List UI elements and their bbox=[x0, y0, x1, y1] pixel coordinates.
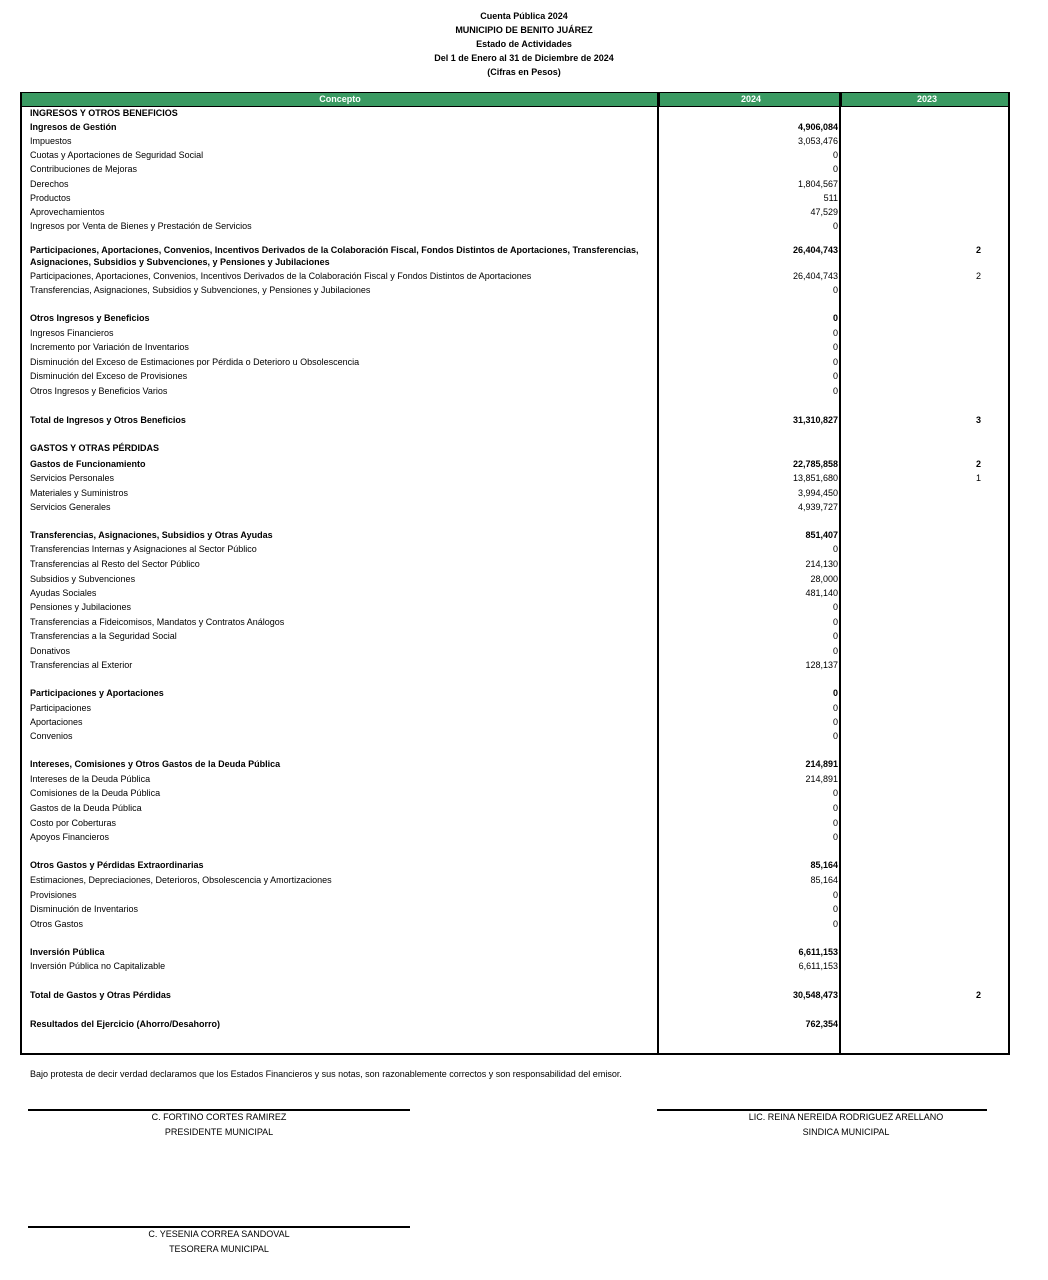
column-divider bbox=[657, 93, 659, 1053]
row-concept: Aprovechamientos bbox=[30, 207, 105, 217]
row-value-2024: 0 bbox=[832, 818, 838, 828]
row-value-2024: 214,891 bbox=[805, 774, 838, 784]
signatory-name: C. YESENIA CORREA SANDOVAL bbox=[148, 1229, 290, 1239]
row-concept: Ingresos por Venta de Bienes y Prestación de Servicios bbox=[30, 221, 252, 231]
row-concept: Otros Ingresos y Beneficios Varios bbox=[30, 386, 168, 396]
row-value-2024: 0 bbox=[832, 788, 838, 798]
row-value-2024: 1,804,567 bbox=[797, 179, 838, 189]
row-value-2024: 0 bbox=[832, 221, 838, 231]
row-concept: Gastos de la Deuda Pública bbox=[30, 803, 142, 813]
row-value-2024: 26,404,743 bbox=[792, 245, 838, 255]
row-concept: Inversión Pública bbox=[30, 947, 105, 957]
row-value-2023: 2 bbox=[976, 245, 982, 255]
row-value-2024: 0 bbox=[832, 717, 838, 727]
header-title: Cuenta Pública 2024 bbox=[480, 11, 568, 21]
row-value-2023: 1 bbox=[976, 473, 982, 483]
row-value-2024: 0 bbox=[832, 285, 838, 295]
row-concept: Total de Gastos y Otras Pérdidas bbox=[30, 990, 171, 1000]
row-value-2024: 0 bbox=[832, 919, 838, 929]
header-entity: MUNICIPIO DE BENITO JUÁREZ bbox=[455, 25, 593, 35]
row-concept: Inversión Pública no Capitalizable bbox=[30, 961, 166, 971]
row-value-2024: 0 bbox=[832, 890, 838, 900]
row-value-2024: 3,994,450 bbox=[797, 488, 838, 498]
row-concept: Materiales y Suministros bbox=[30, 488, 129, 498]
signature-block-treasurer bbox=[28, 1227, 410, 1257]
signatory-role: TESORERA MUNICIPAL bbox=[169, 1244, 269, 1254]
row-value-2024: 511 bbox=[823, 193, 838, 203]
row-value-2024: 214,891 bbox=[805, 759, 838, 769]
row-value-2024: 0 bbox=[832, 357, 838, 367]
row-value-2024: 26,404,743 bbox=[792, 271, 838, 281]
row-value-2024: 30,548,473 bbox=[792, 990, 838, 1000]
row-value-2024: 0 bbox=[832, 164, 838, 174]
row-value-2024: 0 bbox=[832, 544, 838, 554]
row-concept: Ingresos de Gestión bbox=[30, 122, 117, 132]
row-value-2023: 3 bbox=[976, 415, 982, 425]
signatory-name: LIC. REINA NEREIDA RODRIGUEZ ARELLANO bbox=[748, 1112, 944, 1122]
row-value-2024: 128,137 bbox=[805, 660, 838, 670]
row-concept: Contribuciones de Mejoras bbox=[30, 164, 138, 174]
row-value-2024: 481,140 bbox=[805, 588, 838, 598]
row-concept: GASTOS Y OTRAS PÉRDIDAS bbox=[30, 443, 160, 453]
row-concept: Costo por Coberturas bbox=[30, 818, 117, 828]
row-concept: Gastos de Funcionamiento bbox=[30, 459, 146, 469]
row-value-2024: 22,785,858 bbox=[792, 459, 838, 469]
row-concept: INGRESOS Y OTROS BENEFICIOS bbox=[30, 108, 178, 118]
column-divider bbox=[839, 93, 841, 1053]
row-concept: Disminución del Exceso de Estimaciones por Pérdida o Deterioro u Obsolescencia bbox=[30, 357, 360, 367]
row-concept: Participaciones, Aportaciones, Convenios, Incentivos Derivados de la Colaboración Fiscal y Fondos Distintos de Aportaciones bbox=[30, 271, 532, 281]
document-header bbox=[0, 9, 1048, 79]
row-value-2024: 85,164 bbox=[810, 860, 838, 870]
signatory-name: C. FORTINO CORTES RAMIREZ bbox=[151, 1112, 287, 1122]
row-value-2024: 0 bbox=[832, 904, 838, 914]
column-header-concept: Concepto bbox=[319, 94, 361, 104]
row-concept: Ingresos Financieros bbox=[30, 328, 114, 338]
row-concept: Transferencias, Asignaciones, Subsidios y Otras Ayudas bbox=[30, 530, 273, 540]
row-value-2023: 2 bbox=[976, 990, 982, 1000]
row-concept: Intereses, Comisiones y Otros Gastos de la Deuda Pública bbox=[30, 759, 281, 769]
row-concept: Transferencias a Fideicomisos, Mandatos y Contratos Análogos bbox=[30, 617, 285, 627]
row-value-2023: 2 bbox=[976, 271, 982, 281]
row-value-2024: 28,000 bbox=[810, 574, 838, 584]
row-value-2024: 0 bbox=[832, 832, 838, 842]
row-value-2024: 0 bbox=[832, 313, 838, 323]
row-value-2024: 0 bbox=[832, 328, 838, 338]
row-concept: Servicios Personales bbox=[30, 473, 115, 483]
row-concept: Resultados del Ejercicio (Ahorro/Desahorro) bbox=[30, 1019, 221, 1029]
row-concept: Disminución de Inventarios bbox=[30, 904, 139, 914]
row-value-2024: 0 bbox=[832, 631, 838, 641]
row-concept: Intereses de la Deuda Pública bbox=[30, 774, 151, 784]
header-statement: Estado de Actividades bbox=[476, 39, 572, 49]
row-concept: Transferencias, Asignaciones, Subsidios y Subvenciones, y Pensiones y Jubilaciones bbox=[30, 285, 371, 295]
row-concept: Servicios Generales bbox=[30, 502, 111, 512]
row-value-2024: 0 bbox=[832, 150, 838, 160]
signature-block-president bbox=[28, 1110, 410, 1140]
row-value-2024: 0 bbox=[832, 386, 838, 396]
row-value-2024: 6,611,153 bbox=[798, 961, 838, 971]
row-value-2024: 0 bbox=[832, 602, 838, 612]
row-concept: Disminución del Exceso de Provisiones bbox=[30, 371, 188, 381]
column-header-2024: 2024 bbox=[658, 93, 842, 106]
row-concept: Transferencias al Exterior bbox=[30, 660, 133, 670]
row-value-2024: 0 bbox=[832, 371, 838, 381]
row-concept: Otros Gastos y Pérdidas Extraordinarias bbox=[30, 860, 204, 870]
row-concept: Pensiones y Jubilaciones bbox=[30, 602, 132, 612]
row-concept: Participaciones bbox=[30, 703, 92, 713]
header-period: Del 1 de Enero al 31 de Diciembre de 2024 bbox=[434, 53, 614, 63]
disclaimer-statement: Bajo protesta de decir verdad declaramos que los Estados Financieros y sus notas, son razonablemente correctos y son responsabilidad del emisor. bbox=[30, 1069, 622, 1079]
row-value-2024: 0 bbox=[832, 342, 838, 352]
row-value-2024: 0 bbox=[832, 703, 838, 713]
row-concept: Otros Gastos bbox=[30, 919, 84, 929]
row-concept: Ayudas Sociales bbox=[30, 588, 97, 598]
table-header bbox=[22, 93, 1008, 107]
row-value-2024: 0 bbox=[832, 617, 838, 627]
row-concept: Transferencias a la Seguridad Social bbox=[30, 631, 177, 641]
row-concept: Otros Ingresos y Beneficios bbox=[30, 313, 150, 323]
row-value-2024: 3,053,476 bbox=[797, 136, 838, 146]
row-concept: Convenios bbox=[30, 731, 73, 741]
row-concept: Incremento por Variación de Inventarios bbox=[30, 342, 189, 352]
row-value-2024: 0 bbox=[832, 688, 838, 698]
row-value-2024: 85,164 bbox=[810, 875, 838, 885]
row-value-2024: 851,407 bbox=[805, 530, 838, 540]
row-concept: Transferencias Internas y Asignaciones al Sector Público bbox=[30, 544, 257, 554]
header-units: (Cifras en Pesos) bbox=[487, 67, 561, 77]
signatory-role: SINDICA MUNICIPAL bbox=[802, 1127, 890, 1137]
row-concept: Total de Ingresos y Otros Beneficios bbox=[30, 415, 186, 425]
row-value-2024: 4,906,084 bbox=[797, 122, 838, 132]
row-value-2023: 2 bbox=[976, 459, 982, 469]
row-concept: Impuestos bbox=[30, 136, 72, 146]
row-concept: Subsidios y Subvenciones bbox=[30, 574, 136, 584]
signatory-role: PRESIDENTE MUNICIPAL bbox=[164, 1127, 274, 1137]
row-concept: Aportaciones bbox=[30, 717, 83, 727]
row-value-2024: 0 bbox=[832, 803, 838, 813]
row-value-2024: 762,354 bbox=[805, 1019, 838, 1029]
row-value-2024: 214,130 bbox=[805, 559, 838, 569]
row-concept: Comisiones de la Deuda Pública bbox=[30, 788, 161, 798]
row-concept: Cuotas y Aportaciones de Seguridad Social bbox=[30, 150, 204, 160]
signature-block-sindica bbox=[720, 1110, 972, 1140]
row-concept: Productos bbox=[30, 193, 71, 203]
row-value-2024: 4,939,727 bbox=[797, 502, 838, 512]
row-concept: Participaciones, Aportaciones, Convenios, Incentivos Derivados de la Colaboración Fiscal, Fondos Distintos de Aportaciones, Transferencias, Asignaciones, Subsidios y Subvenciones, y Pensiones y Jubilaciones bbox=[30, 245, 639, 267]
row-concept: Participaciones y Aportaciones bbox=[30, 688, 164, 698]
row-value-2024: 13,851,680 bbox=[792, 473, 838, 483]
row-concept: Provisiones bbox=[30, 890, 77, 900]
row-value-2024: 0 bbox=[832, 646, 838, 656]
activities-table bbox=[20, 92, 1010, 1055]
row-concept: Transferencias al Resto del Sector Público bbox=[30, 559, 200, 569]
row-concept: Estimaciones, Depreciaciones, Deterioros, Obsolescencia y Amortizaciones bbox=[30, 875, 332, 885]
column-header-2023: 2023 bbox=[840, 93, 1012, 106]
row-value-2024: 6,611,153 bbox=[798, 947, 838, 957]
row-value-2024: 31,310,827 bbox=[792, 415, 838, 425]
row-concept: Derechos bbox=[30, 179, 69, 189]
row-concept: Apoyos Financieros bbox=[30, 832, 110, 842]
row-value-2024: 0 bbox=[832, 731, 838, 741]
row-concept: Donativos bbox=[30, 646, 71, 656]
row-value-2024: 47,529 bbox=[810, 207, 838, 217]
